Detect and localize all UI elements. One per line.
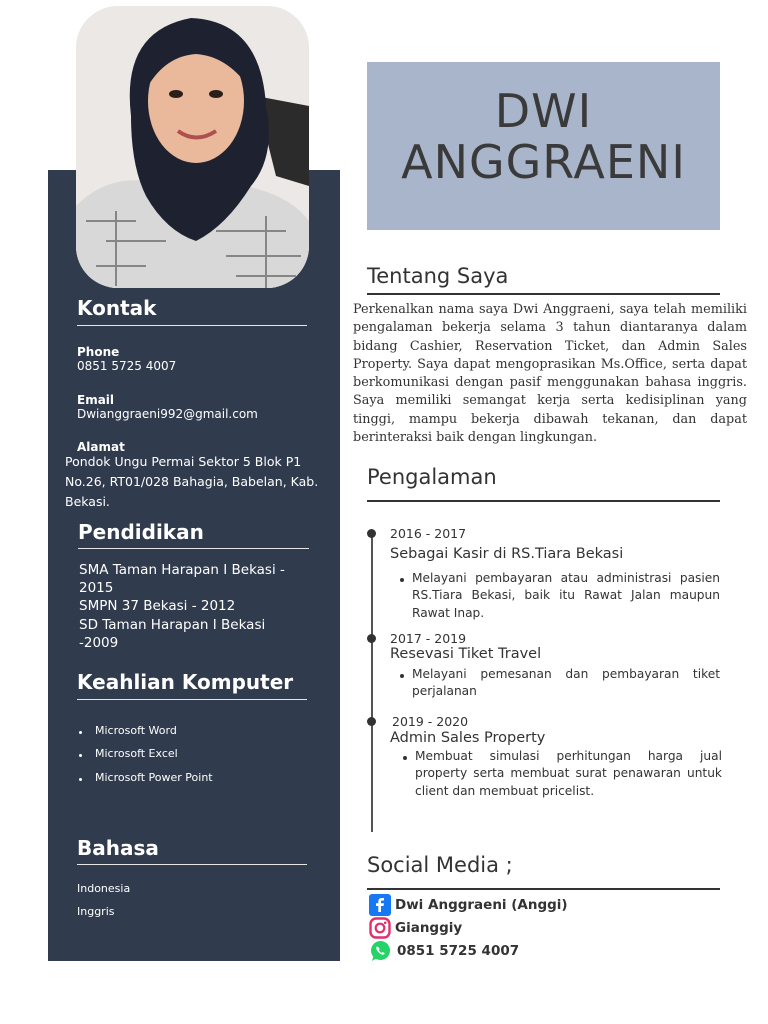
timeline-line xyxy=(371,532,373,832)
timeline-dot xyxy=(367,634,376,643)
about-heading: Tentang Saya xyxy=(367,264,509,288)
education-line-3: SMPN 37 Bekasi - 2012 xyxy=(79,598,236,614)
education-divider xyxy=(78,548,309,549)
name-last: ANGGRAENI xyxy=(401,135,686,189)
whatsapp-number[interactable]: 0851 5725 4007 xyxy=(397,943,520,959)
languages-divider xyxy=(77,864,307,865)
experience-description: Melayani pembayaran atau administrasi pasien RS.Tiara Bekasi, baik itu Rawat Jalan maupun Rawat Inap. xyxy=(412,571,720,620)
skills-heading: Keahlian Komputer xyxy=(77,670,294,694)
facebook-icon[interactable] xyxy=(369,894,391,916)
contact-divider xyxy=(77,325,307,326)
address-line-2: No.26, RT01/028 Bahagia, Babelan, Kab. xyxy=(65,474,319,489)
education-line-4: SD Taman Harapan I Bekasi xyxy=(79,617,266,633)
social-divider xyxy=(367,888,720,890)
email-label: Email xyxy=(77,393,115,407)
education-line-5: -2009 xyxy=(79,635,119,651)
experience-description: Melayani pemesanan dan pembayaran tiket perjalanan xyxy=(412,667,720,699)
instagram-icon[interactable] xyxy=(369,917,391,939)
experience-years: 2016 - 2017 xyxy=(390,526,467,541)
education-heading: Pendidikan xyxy=(78,520,204,544)
social-heading: Social Media ; xyxy=(367,853,513,877)
whatsapp-icon[interactable] xyxy=(369,940,391,962)
experience-years: 2019 - 2020 xyxy=(392,714,469,729)
name-first: DWI xyxy=(494,84,593,138)
skill-item: Microsoft Word xyxy=(95,724,177,737)
experience-years: 2017 - 2019 xyxy=(390,631,467,646)
about-text: Perkenalkan nama saya Dwi Anggraeni, saya telah memiliki pengalaman bekerja selama 3 tahun diantaranya dalam bidang Cashier, Reservation Ticket, dan Admin Sales Property. Saya dapat mengoprasikan Ms.Office, serta dapat berkomunikasi dengan pasif menggunakan bahasa inggris. Saya memiliki semangat kerja serta kedisiplinan yang tinggi, mampu bekerja dibawah tekanan, dan dapat berinteraksi baik dengan lingkungan. xyxy=(353,302,747,446)
bullet-icon xyxy=(400,578,404,582)
phone-label: Phone xyxy=(77,345,120,359)
phone-value[interactable]: 0851 5725 4007 xyxy=(77,359,177,373)
skill-item: Microsoft Power Point xyxy=(95,771,213,784)
skill-item: Microsoft Excel xyxy=(95,747,178,760)
language-item: Inggris xyxy=(77,905,115,918)
address-line-1: Pondok Ungu Permai Sektor 5 Blok P1 xyxy=(65,454,302,469)
experience-description: Membuat simulasi perhitungan harga jual property serta membuat surat penawaran untuk client dan membuat pricelist. xyxy=(415,749,722,798)
bullet-icon xyxy=(400,674,404,678)
contact-heading: Kontak xyxy=(77,296,157,320)
bullet-icon xyxy=(403,756,407,760)
skill-bullet-icon xyxy=(79,778,82,781)
address-label: Alamat xyxy=(77,440,125,454)
skills-divider xyxy=(77,699,307,700)
skill-bullet-icon xyxy=(79,731,82,734)
instagram-link[interactable]: Gianggiy xyxy=(395,920,463,936)
email-value[interactable]: Dwianggraeni992@gmail.com xyxy=(77,407,258,421)
experience-title: Admin Sales Property xyxy=(390,730,546,746)
experience-title: Resevasi Tiket Travel xyxy=(390,646,542,662)
facebook-link[interactable]: Dwi Anggraeni (Anggi) xyxy=(395,897,568,913)
language-item: Indonesia xyxy=(77,882,131,895)
name-banner xyxy=(367,62,720,230)
skill-bullet-icon xyxy=(79,754,82,757)
education-line-1: SMA Taman Harapan I Bekasi - xyxy=(79,562,285,578)
timeline-dot xyxy=(367,717,376,726)
address-line-3: Bekasi. xyxy=(65,494,110,509)
experience-heading: Pengalaman xyxy=(367,465,497,489)
education-line-2: 2015 xyxy=(79,580,114,596)
profile-photo xyxy=(76,6,309,288)
languages-heading: Bahasa xyxy=(77,836,159,860)
experience-divider xyxy=(367,500,720,502)
timeline-dot xyxy=(367,529,376,538)
about-divider xyxy=(367,293,720,295)
experience-title: Sebagai Kasir di RS.Tiara Bekasi xyxy=(390,546,624,562)
